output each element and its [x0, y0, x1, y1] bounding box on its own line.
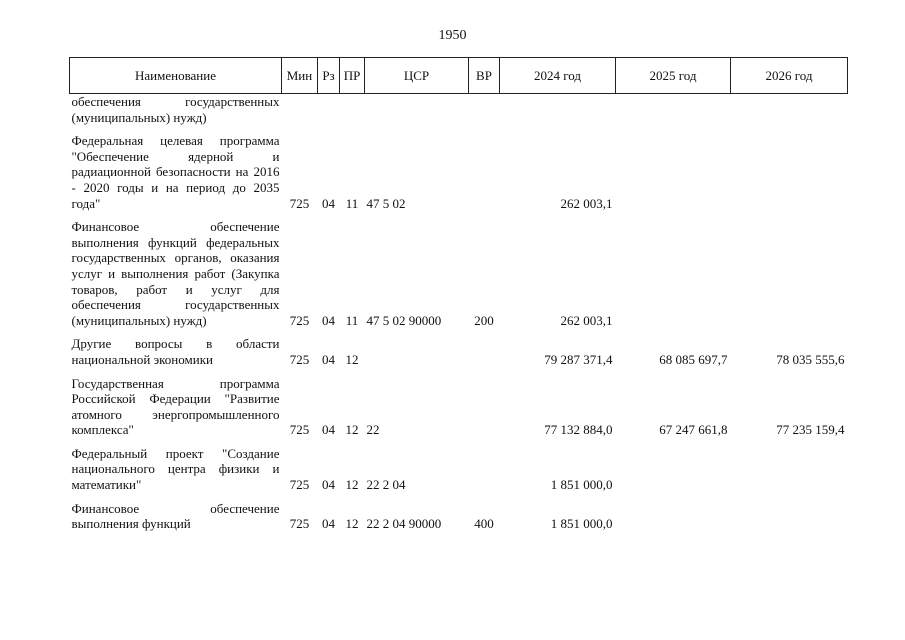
cell-csr: 22	[366, 422, 380, 438]
cell-y2025	[616, 219, 731, 328]
cell-y2026	[731, 219, 848, 328]
header-pr: ПР	[340, 58, 365, 94]
cell-min	[282, 94, 318, 126]
cell-vr	[469, 446, 500, 493]
cell-vr	[469, 376, 500, 438]
cell-y2026	[731, 133, 848, 211]
cell-pr: 12	[345, 516, 359, 532]
cell-y2026: 78 035 555,6	[776, 351, 845, 367]
header-name: Наименование	[70, 58, 282, 94]
cell-name: Финансовое обеспечение выполнения функций федеральных государственных органов, оказания услуг и выполнения работ (Закупка товаров, работ и услуг для обеспечения государственных (муниципальных) нужд)	[71, 219, 280, 328]
cell-rz: 04	[322, 312, 335, 328]
cell-csr	[365, 336, 469, 367]
cell-vr: 400	[474, 516, 494, 532]
page-number: 1950	[438, 28, 467, 43]
cell-rz	[318, 94, 340, 126]
cell-csr: 22 2 04	[366, 477, 406, 493]
table-row	[70, 501, 848, 532]
cell-rz: 04	[322, 477, 335, 493]
row-spacer-cell	[70, 493, 848, 501]
cell-y2025: 67 247 661,8	[659, 422, 728, 438]
cell-min: 725	[289, 351, 310, 367]
row-spacer	[70, 211, 848, 219]
table-row	[70, 94, 848, 126]
cell-vr	[469, 94, 500, 126]
cell-vr	[469, 133, 500, 211]
row-spacer-cell	[70, 125, 848, 133]
cell-rz: 04	[322, 422, 335, 438]
table-row	[70, 446, 848, 493]
cell-min: 725	[289, 312, 310, 328]
cell-y2026	[731, 501, 848, 532]
cell-y2026	[731, 446, 848, 493]
header-min: Мин	[282, 58, 318, 94]
cell-y2025	[616, 94, 731, 126]
cell-y2026: 77 235 159,4	[776, 422, 845, 438]
cell-y2025	[616, 501, 731, 532]
cell-pr: 11	[345, 312, 359, 328]
cell-pr: 11	[345, 195, 359, 211]
cell-y2025: 68 085 697,7	[659, 351, 728, 367]
table-body	[70, 94, 848, 532]
cell-min: 725	[289, 477, 310, 493]
header-vr: ВР	[469, 58, 500, 94]
row-spacer	[70, 125, 848, 133]
header-csr: ЦСР	[365, 58, 469, 94]
row-spacer	[70, 368, 848, 376]
header-2026: 2026 год	[731, 58, 848, 94]
cell-csr	[365, 94, 469, 126]
row-spacer	[70, 438, 848, 446]
header-2025: 2025 год	[616, 58, 731, 94]
cell-y2026	[731, 94, 848, 126]
cell-name: Федеральный проект "Создание национального центра физики и математики"	[71, 445, 280, 493]
table-row	[70, 133, 848, 211]
table-row	[70, 336, 848, 367]
cell-csr: 22 2 04 90000	[366, 516, 442, 532]
header-rz: Рз	[318, 58, 340, 94]
cell-pr: 12	[345, 477, 359, 493]
row-spacer-cell	[70, 211, 848, 219]
cell-min: 725	[289, 195, 310, 211]
header-2024: 2024 год	[500, 58, 616, 94]
cell-name: Другие вопросы в области национальной экономики	[71, 336, 280, 367]
row-spacer-cell	[70, 438, 848, 446]
table-header	[70, 58, 848, 94]
cell-name: Государственная программа Российской Федерации "Развитие атомного энергопромышленного комплекса"	[71, 375, 280, 438]
cell-vr: 200	[474, 312, 494, 328]
cell-y2024: 262 003,1	[560, 312, 613, 328]
row-spacer-cell	[70, 328, 848, 336]
cell-y2025	[616, 446, 731, 493]
cell-name: Финансовое обеспечение выполнения функций	[71, 500, 280, 532]
cell-y2024: 262 003,1	[560, 195, 613, 211]
cell-pr	[340, 94, 365, 126]
cell-rz: 04	[322, 351, 335, 367]
cell-y2024: 1 851 000,0	[550, 516, 613, 532]
cell-y2024: 1 851 000,0	[550, 477, 613, 493]
cell-name: обеспечения государственных (муниципальных) нужд)	[71, 94, 280, 125]
cell-min: 725	[289, 516, 310, 532]
cell-pr: 12	[345, 351, 359, 367]
cell-csr: 47 5 02	[366, 195, 406, 211]
table-row	[70, 376, 848, 438]
cell-y2025	[616, 133, 731, 211]
cell-min: 725	[289, 422, 310, 438]
budget-table	[69, 57, 848, 532]
cell-y2024	[500, 94, 616, 126]
cell-y2024: 79 287 371,4	[544, 351, 613, 367]
cell-csr: 47 5 02 90000	[366, 312, 442, 328]
cell-vr	[469, 336, 500, 367]
row-spacer-cell	[70, 368, 848, 376]
cell-name: Федеральная целевая программа "Обеспечение ядерной и радиационной безопасности на 2016 - 2020 годы и на период до 2035 года"	[71, 133, 280, 211]
cell-pr: 12	[345, 422, 359, 438]
cell-rz: 04	[322, 516, 335, 532]
cell-rz: 04	[322, 195, 335, 211]
row-spacer	[70, 328, 848, 336]
table-row	[70, 219, 848, 328]
row-spacer	[70, 493, 848, 501]
cell-y2024: 77 132 884,0	[544, 422, 613, 438]
